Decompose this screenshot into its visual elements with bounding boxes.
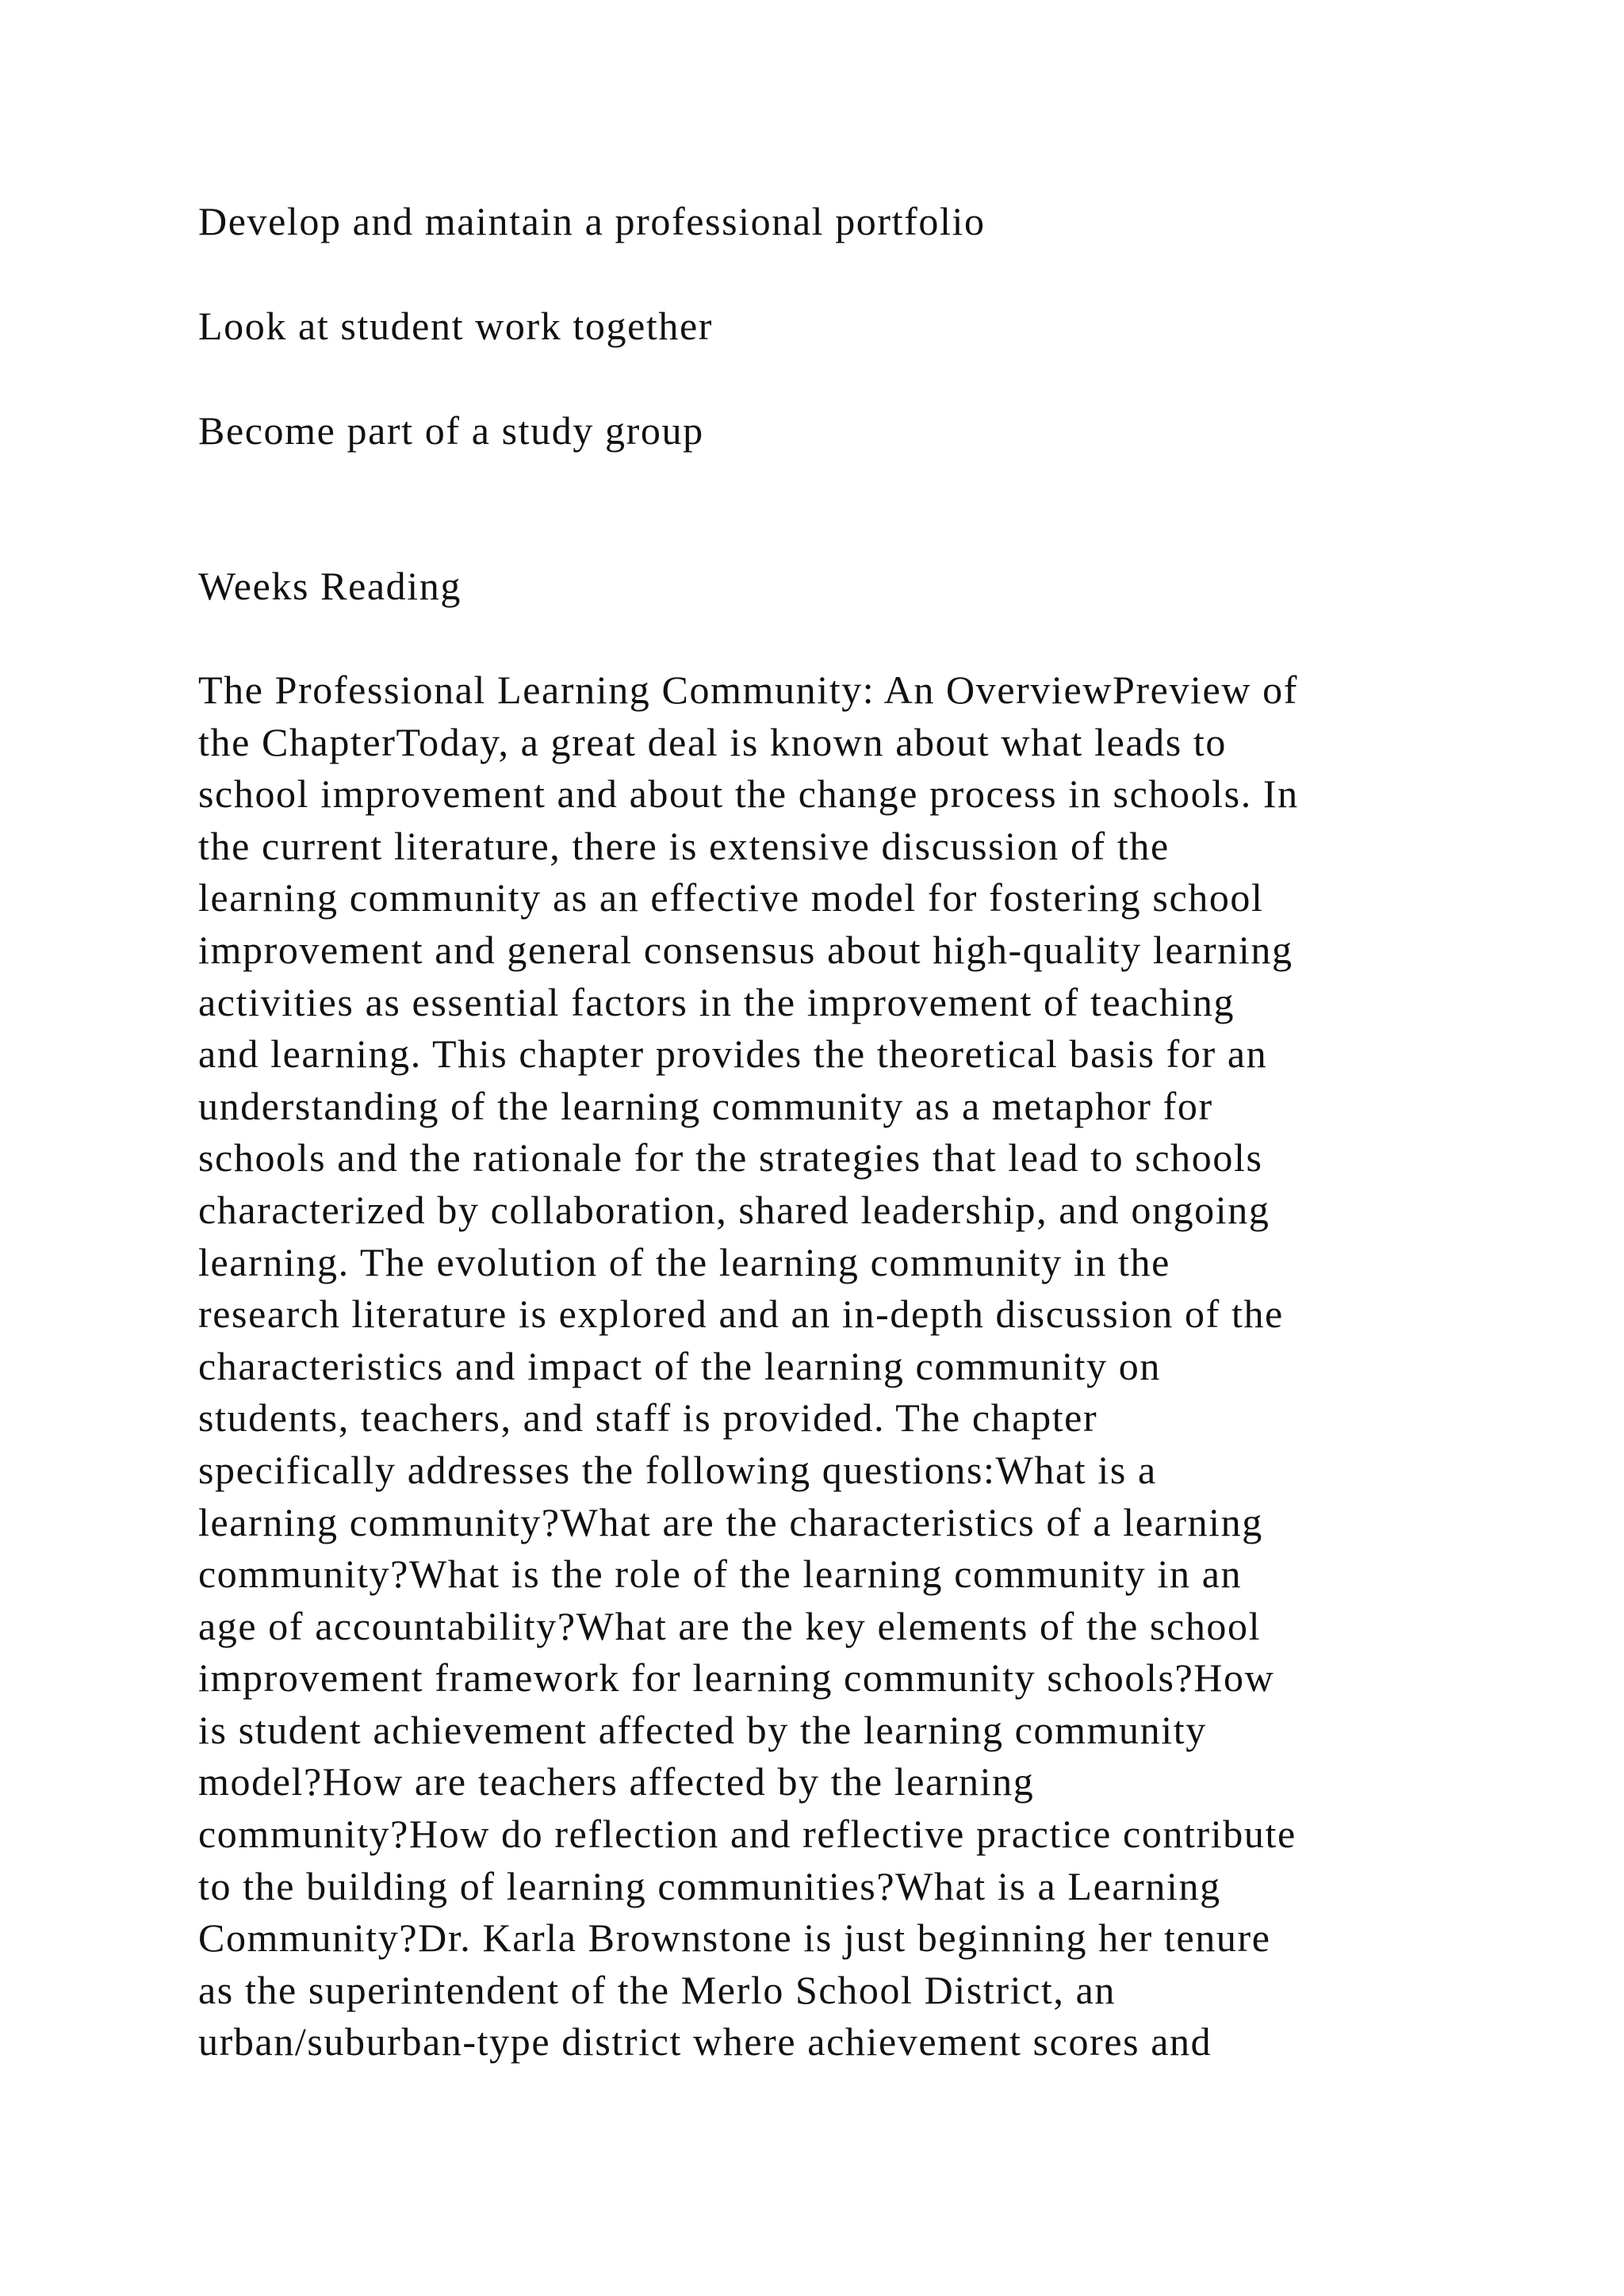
body-line: learning. The evolution of the learning community in the [198, 1239, 1170, 1284]
body-line: as the superintendent of the Merlo School District, an [198, 1967, 1116, 2012]
body-line: learning community?What are the characteristics of a learning [198, 1499, 1263, 1544]
list-item-student-work: Look at student work together [198, 304, 714, 348]
body-line: characterized by collaboration, shared leadership, and ongoing [198, 1187, 1270, 1232]
body-paragraph [198, 664, 1483, 2068]
body-line: learning community as an effective model for fostering school [198, 875, 1264, 920]
body-line: the current literature, there is extensive discussion of the [198, 823, 1170, 868]
body-line: community?What is the role of the learning community in an [198, 1552, 1243, 1597]
body-line: characteristics and impact of the learning community on [198, 1343, 1162, 1388]
body-line: Community?Dr. Karla Brownstone is just beginning her tenure [198, 1915, 1271, 1961]
body-line: students, teachers, and staff is provided. The chapter [198, 1395, 1098, 1441]
body-line: model?How are teachers affected by the learning [198, 1759, 1035, 1804]
list-item-study-group: Become part of a study group [198, 408, 704, 453]
section-heading: Weeks Reading [198, 564, 462, 608]
body-line: to the building of learning communities?What is a Learning [198, 1863, 1221, 1908]
body-line: improvement and general consensus about high-quality learning [198, 927, 1293, 972]
body-line: understanding of the learning community as a metaphor for [198, 1083, 1213, 1128]
list-item-portfolio: Develop and maintain a professional portfolio [198, 199, 986, 243]
body-line: specifically addresses the following questions:What is a [198, 1447, 1157, 1492]
body-line: and learning. This chapter provides the theoretical basis for an [198, 1031, 1268, 1077]
body-line: The Professional Learning Community: An OverviewPreview of [198, 668, 1298, 712]
body-line: community?How do reflection and reflective practice contribute [198, 1812, 1297, 1857]
body-line: schools and the rationale for the strategies that lead to schools [198, 1135, 1263, 1181]
body-line: is student achievement affected by the learning community [198, 1707, 1207, 1752]
body-line: school improvement and about the change process in schools. In [198, 771, 1299, 817]
body-line: the ChapterToday, a great deal is known about what leads to [198, 719, 1228, 764]
body-line: age of accountability?What are the key elements of the school [198, 1603, 1262, 1648]
body-line: activities as essential factors in the improvement of teaching [198, 979, 1235, 1024]
body-line: research literature is explored and an in-depth discussion of the [198, 1292, 1284, 1337]
body-line: urban/suburban-type district where achievement scores and [198, 2019, 1212, 2064]
body-line: improvement framework for learning community schools?How [198, 1655, 1275, 1701]
